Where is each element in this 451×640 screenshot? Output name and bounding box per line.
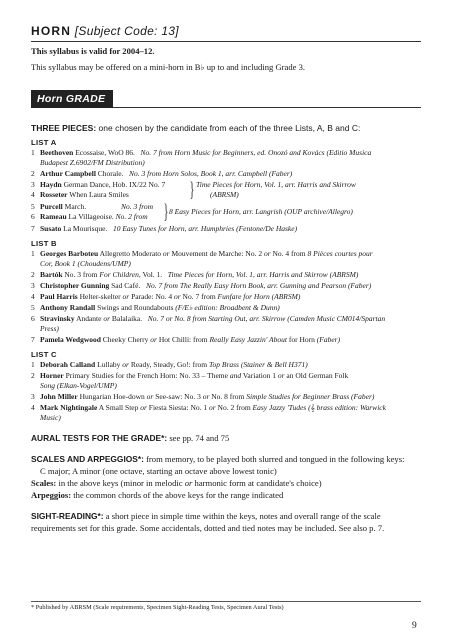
list-c-item-cont: Song (Elkan-Vogel/UMP) bbox=[40, 381, 117, 390]
brace-icon: } bbox=[163, 199, 169, 223]
page-header bbox=[31, 24, 179, 38]
list-b-item-cont: Press) bbox=[40, 324, 59, 333]
haydn-rosseter-source: Time Pieces for Horn, Vol. 1, arr. Harris and Skirrow bbox=[196, 180, 356, 189]
grade-title: Horn GRADE 1 bbox=[31, 90, 113, 108]
list-a-item: 2 Arthur Campbell Chorale. No. 3 from Horn Solos, Book 1, arr. Campbell (Faber) bbox=[31, 169, 293, 178]
list-a-item: 4 Rosseter When Laura Smiles bbox=[31, 190, 129, 199]
grade-band bbox=[31, 90, 421, 123]
treble-clef-icon: 𝄞 bbox=[310, 404, 315, 412]
brace-icon: } bbox=[189, 177, 195, 201]
list-b-heading: LIST B bbox=[31, 239, 57, 248]
header-rule bbox=[31, 41, 421, 42]
scales-keys: C major; A minor (one octave, starting an octave above lowest tonic) bbox=[40, 466, 277, 476]
list-a-item: 7 Susato La Mourisque. 10 Easy Tunes for Horn, arr. Humphries (Fentone/De Haske) bbox=[31, 224, 298, 233]
three-pieces-label: THREE PIECES: bbox=[31, 123, 97, 133]
validity-note: This syllabus is valid for 2004–12. bbox=[31, 46, 155, 56]
subject-code: [Subject Code: 13] bbox=[74, 24, 179, 38]
list-b-item: 3 Christopher Gunning Sad Café. No. 7 from The Really Easy Horn Book, arr. Gunning and Pearson (Faber) bbox=[31, 281, 372, 290]
list-b-item: 7 Pamela Wedgwood Cheeky Cherry or Hot Chilli: from Really Easy Jazzin' About for Horn (Faber) bbox=[31, 335, 341, 344]
purcell-no: No. 3 from bbox=[121, 202, 154, 211]
list-a-item: 1 Beethoven Ecossaise, WoO 86. No. 7 from Horn Music for Beginners, ed. Onozó and Kovács (Editio Musica bbox=[31, 148, 372, 157]
list-a-heading: LIST A bbox=[31, 138, 57, 147]
list-c-item: 1 Deborah Calland Lullaby or Ready, Steady, Go!: from Top Brass (Stainer & Bell H371) bbox=[31, 360, 308, 369]
scales-arpeggios: SCALES AND ARPEGGIOS*: from memory, to be played both slurred and tongued in the following keys: bbox=[31, 454, 405, 464]
instrument-title: HORN bbox=[31, 24, 72, 38]
aural-tests: AURAL TESTS FOR THE GRADE*: see pp. 74 and 75 bbox=[31, 433, 230, 443]
purcell-rameau-source: 8 Easy Pieces for Horn, arr. Langrish (OUP archive/Allegro) bbox=[169, 207, 353, 216]
list-c-item: 2 Horner Primary Studies for the French Horn: No. 33 – Theme and Variation 1 or an Old German Folk bbox=[31, 371, 349, 380]
three-pieces-line bbox=[31, 123, 360, 133]
list-b-item: 6 Stravinsky Andante or Balalaika. No. 7 or No. 8 from Starting Out, arr. Skirrow (Camden Music CM014/Spartan bbox=[31, 314, 386, 323]
footnote: * Published by ABRSM (Scale requirements, Specimen Sight-Reading Tests, Specimen Aural Tests) bbox=[31, 604, 284, 611]
footnote-rule bbox=[31, 601, 421, 602]
list-b-item: 1 Georges Barboteu Allegretto Moderato or Mouvement de Marche: No. 2 or No. 4 from 8 Pièces courtes pour bbox=[31, 249, 373, 258]
list-c-item: 4 Mark Nightingale A Small Step or Fiesta Siesta: No. 1 or No. 2 from Easy Jazzy 'Tudes (𝄞 brass edition: Warwick bbox=[31, 403, 386, 412]
list-a-item: 3 Haydn German Dance, Hob. IX/22 No. 7 bbox=[31, 180, 166, 189]
grade-rule bbox=[113, 107, 421, 108]
list-c-item-cont: Music) bbox=[40, 413, 61, 422]
three-pieces-text: one chosen by the candidate from each of the three Lists, A, B and C: bbox=[96, 123, 361, 133]
minihorn-note: This syllabus may be offered on a mini-horn in B♭ up to and including Grade 3. bbox=[31, 62, 306, 72]
sight-reading-cont: requirements set for this grade. Some accidentals, dotted and tied notes may be included. See also p. 7. bbox=[31, 523, 385, 533]
list-a-item-cont: Budapest Z.6902/FM Distribution) bbox=[40, 158, 145, 167]
page-number: 9 bbox=[412, 621, 417, 631]
arpeggios-line: Arpeggios: the common chords of the above keys for the range indicated bbox=[31, 490, 284, 500]
list-b-item: 5 Anthony Randall Swings and Roundabouts (F/E♭ edition: Broadbent & Dunn) bbox=[31, 303, 280, 312]
list-b-item: 4 Paul Harris Helter-skelter or Parade: No. 4 or No. 7 from Funfare for Horn (ABRSM) bbox=[31, 292, 301, 301]
list-c-item: 3 John Miller Hungarian Hoe-down or See-saw: No. 3 or No. 8 from Simple Studies for Beginner Brass (Faber) bbox=[31, 392, 375, 401]
sight-reading: SIGHT-READING*: a short piece in simple time within the keys, notes and overall range of the scale bbox=[31, 511, 381, 521]
haydn-rosseter-pub: (ABRSM) bbox=[210, 190, 239, 199]
scales-line: Scales: in the above keys (minor in melodic or harmonic form at candidate's choice) bbox=[31, 478, 322, 488]
list-a-item: 6 Rameau La Villageoise. No. 2 from bbox=[31, 212, 148, 221]
list-c-heading: LIST C bbox=[31, 350, 57, 359]
list-b-item: 2 Bartók No. 3 from For Children, Vol. 1. Time Pieces for Horn, Vol. 1, arr. Harris and Skirrow (ABRSM) bbox=[31, 270, 359, 279]
list-b-item-cont: Cor, Book 1 (Choudens/UMP) bbox=[40, 259, 131, 268]
list-a-item: 5 Purcell March. bbox=[31, 202, 87, 211]
